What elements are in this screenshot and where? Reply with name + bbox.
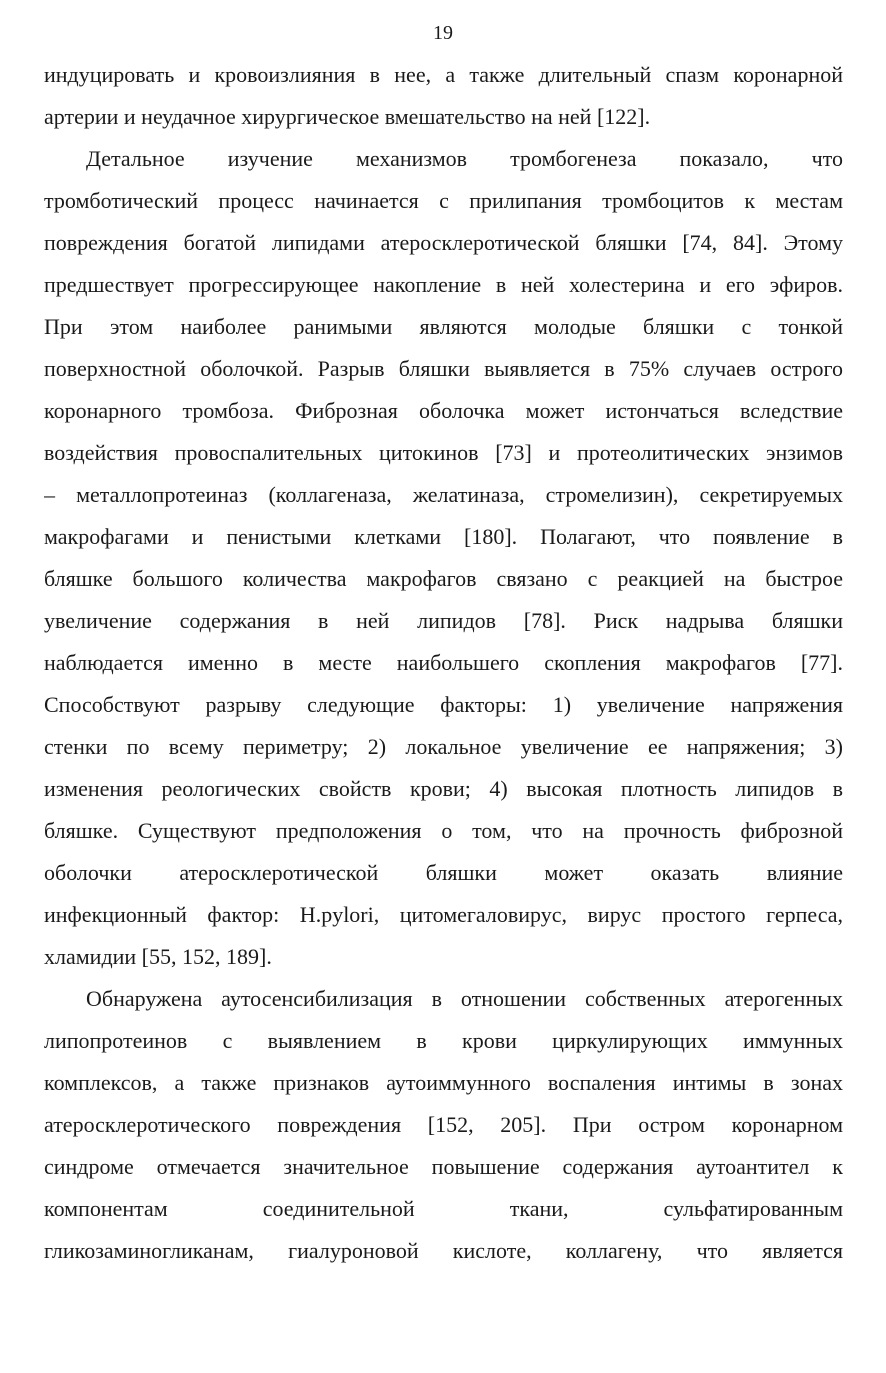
text-line: воздействия провоспалительных цитокинов [73] и протеолитических энзимов xyxy=(44,440,843,465)
text-line: инфекционный фактор: H.pylori, цитомегаловирус, вирус простого герпеса, xyxy=(44,902,843,927)
text-line: повреждения богатой липидами атеросклеротической бляшки [74, 84]. Этому xyxy=(44,230,843,255)
text-line: бляшке. Существуют предположения о том, что на прочность фиброзной xyxy=(44,818,843,843)
text-line: атеросклеротического повреждения [152, 205]. При остром коронарном xyxy=(44,1112,843,1137)
text-line: синдроме отмечается значительное повышение содержания аутоантител к xyxy=(44,1154,843,1179)
text-line: компонентам соединительной ткани, сульфатированным xyxy=(44,1196,843,1221)
text-line: предшествует прогрессирующее накопление в ней холестерина и его эфиров. xyxy=(44,272,843,297)
text-line: комплексов, а также признаков аутоиммунного воспаления интимы в зонах xyxy=(44,1070,843,1095)
text-line: Детальное изучение механизмов тромбогенеза показало, что xyxy=(86,146,843,171)
text-line: бляшке большого количества макрофагов связано с реакцией на быстрое xyxy=(44,566,843,591)
text-line: индуцировать и кровоизлияния в нее, а также длительный спазм коронарной xyxy=(44,62,843,87)
text-line: Обнаружена аутосенсибилизация в отношении собственных атерогенных xyxy=(86,986,843,1011)
text-line: гликозаминогликанам, гиалуроновой кислоте, коллагену, что является xyxy=(44,1238,843,1263)
text-line: липопротеинов с выявлением в крови циркулирующих иммунных xyxy=(44,1028,843,1053)
text-line: оболочки атеросклеротической бляшки может оказать влияние xyxy=(44,860,843,885)
text-line: артерии и неудачное хирургическое вмешательство на ней [122]. xyxy=(44,104,651,129)
text-line: Способствуют разрыву следующие факторы: 1) увеличение напряжения xyxy=(44,692,843,717)
text-line: макрофагами и пенистыми клетками [180]. Полагают, что появление в xyxy=(44,524,843,549)
text-line: изменения реологических свойств крови; 4) высокая плотность липидов в xyxy=(44,776,843,801)
text-line: При этом наиболее ранимыми являются молодые бляшки с тонкой xyxy=(44,314,843,339)
text-line: хламидии [55, 152, 189]. xyxy=(44,944,272,969)
text-line: увеличение содержания в ней липидов [78]. Риск надрыва бляшки xyxy=(44,608,843,633)
text-line: – металлопротеиназ (коллагеназа, желатиназа, стромелизин), секретируемых xyxy=(44,482,843,507)
text-line: коронарного тромбоза. Фиброзная оболочка может истончаться вследствие xyxy=(44,398,843,423)
text-line: тромботический процесс начинается с прилипания тромбоцитов к местам xyxy=(44,188,843,213)
text-line: поверхностной оболочкой. Разрыв бляшки выявляется в 75% случаев острого xyxy=(44,356,843,381)
text-line: наблюдается именно в месте наибольшего скопления макрофагов [77]. xyxy=(44,650,843,675)
text-line: стенки по всему периметру; 2) локальное увеличение ее напряжения; 3) xyxy=(44,734,843,759)
page-number: 19 xyxy=(433,22,453,44)
